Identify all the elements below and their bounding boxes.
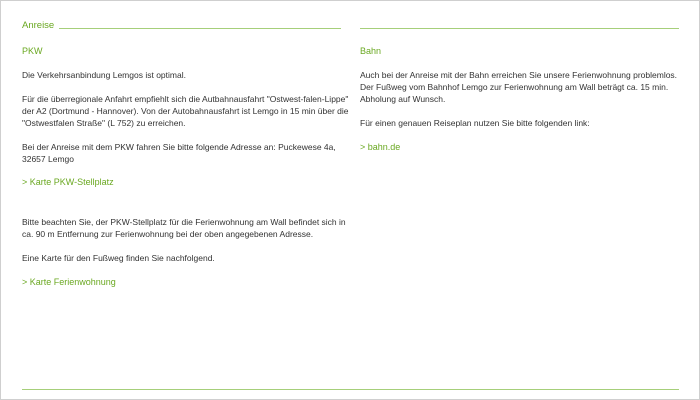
train-intro-text: Auch bei der Anreise mit der Bahn erreichen Sie unsere Ferienwohnung problemlos. Der Fußweg vom Bahnhof Lemgo zur Ferienwohnung am Wall beträgt ca. 15 min. Abholung auf Wunsch.: [360, 70, 678, 104]
footpath-note-text: Eine Karte für den Fußweg finden Sie nachfolgend.: [22, 253, 215, 264]
spacer: [22, 201, 349, 217]
footer-divider: [22, 389, 679, 390]
apartment-map-link[interactable]: > Karte Ferienwohnung: [22, 277, 116, 288]
parking-note-text: Bitte beachten Sie, der PKW-Stellplatz für die Ferienwohnung am Wall befindet sich in ca. 90 m Entfernung zur Ferienwohnung bei der oben angegebenen Adresse.: [22, 217, 346, 240]
car-route-text: Für die überregionale Anfahrt empfiehlt sich die Autbahnausfahrt "Ostwest-falen-Lippe" der A2 (Dortmund - Hannover). Von der Autobahnausfahrt ist Lemgo in 15 min über die "Ostwestfalen Straße" (L 752) zu erreichen.: [22, 93, 349, 128]
car-intro-text: Die Verkehrsanbindung Lemgos ist optimal.: [22, 70, 186, 80]
car-column: [22, 45, 349, 301]
car-heading: PKW: [22, 46, 43, 56]
train-column: [360, 45, 680, 166]
section-header: [22, 20, 679, 36]
train-plan-text: Für einen genauen Reiseplan nutzen Sie bitte folgenden link:: [360, 117, 590, 128]
parking-map-link[interactable]: > Karte PKW-Stellplatz: [22, 177, 114, 188]
header-divider-left: [59, 28, 341, 29]
header-divider-right: [360, 28, 679, 29]
section-title: Anreise: [22, 20, 55, 31]
car-address-text: Bei der Anreise mit dem PKW fahren Sie bitte folgende Adresse an: Puckewese 4a, 32657 Lemgo: [22, 141, 336, 164]
bahn-link[interactable]: > bahn.de: [360, 141, 401, 152]
train-heading: Bahn: [360, 46, 382, 56]
